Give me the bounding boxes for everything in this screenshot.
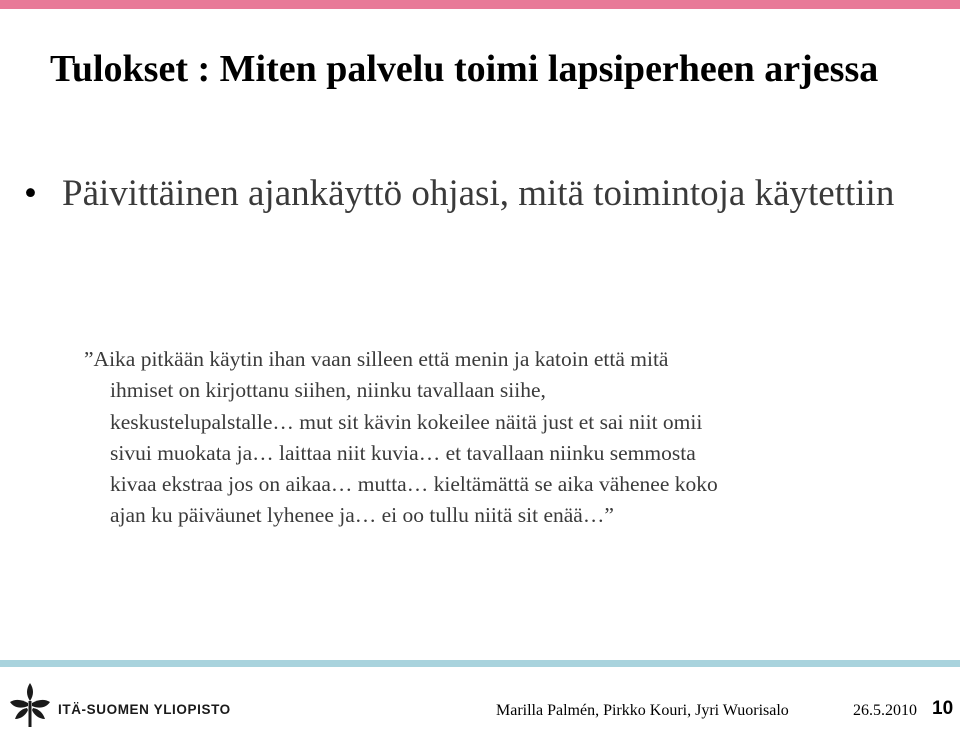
bullet-point <box>24 170 924 218</box>
footer-authors: Marilla Palmén, Pirkko Kouri, Jyri Wuorisalo <box>496 702 789 719</box>
university-logo-icon <box>8 679 52 729</box>
university-name: ITÄ-SUOMEN YLIOPISTO <box>58 702 231 717</box>
slide-title: Tulokset : Miten palvelu toimi lapsiperheen arjessa <box>50 48 879 90</box>
bullet-text: Päivittäinen ajankäyttö ohjasi, mitä toimintoja käytettiin <box>62 173 895 214</box>
bottom-accent-bar <box>0 660 960 667</box>
bullet-dot-icon: • <box>24 173 37 214</box>
quote-line: ”Aika pitkään käytin ihan vaan silleen että menin ja katoin että mitä <box>84 347 669 371</box>
top-accent-bar <box>0 0 960 9</box>
quote-line: keskustelupalstalle… mut sit kävin kokeilee näitä just et sai niit omii <box>110 409 703 434</box>
quote-line: sivui muokata ja… laittaa niit kuvia… et tavallaan niinku semmosta <box>110 440 696 465</box>
footer-date: 26.5.2010 <box>853 702 917 719</box>
page-number: 10 <box>932 698 954 719</box>
interview-quote <box>84 344 944 532</box>
quote-line: kivaa ekstraa jos on aikaa… mutta… kieltämättä se aika vähenee koko <box>110 472 718 497</box>
quote-line: ajan ku päiväunet lyhenee ja… ei oo tullu niitä sit enää…” <box>110 503 614 528</box>
quote-line: ihmiset on kirjottanu siihen, niinku tavallaan siihe, <box>110 378 546 403</box>
